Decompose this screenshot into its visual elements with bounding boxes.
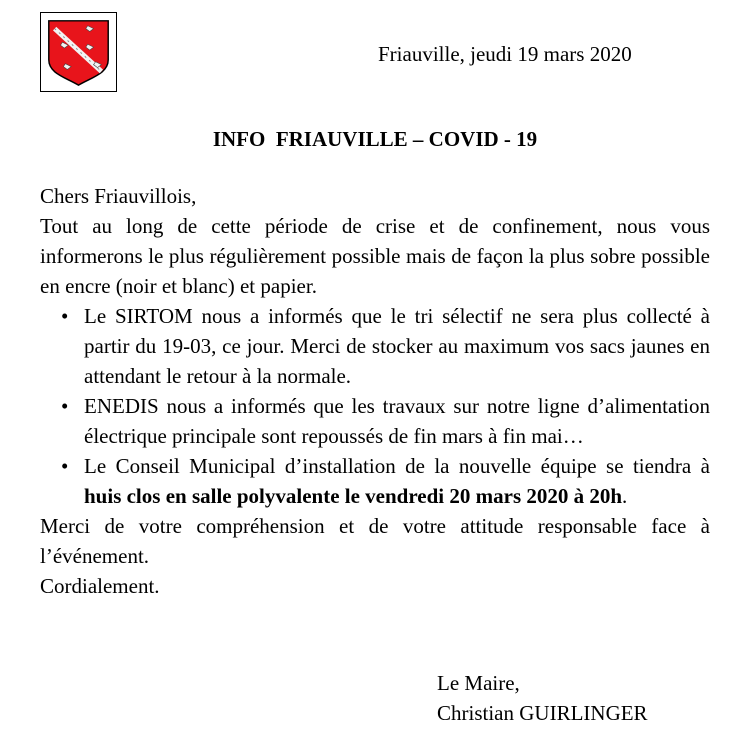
- page-title: INFO FRIAUVILLE – COVID - 19: [212, 127, 538, 151]
- dateline: Friauville, jeudi 19 mars 2020: [378, 42, 632, 66]
- greeting: Chers Friauvillois,: [40, 184, 197, 208]
- coat-of-arms-logo: [40, 12, 117, 92]
- bullet-item-sirtom: [40, 301, 710, 391]
- bullet-text: Le SIRTOM nous a informés que le tri sélectif ne sera plus collecté à partir du 19-03, ce jour. Merci de stocker au maximum vos sacs jaunes en attendant le retour à la normale.: [84, 304, 710, 388]
- bullet-text: Le Conseil Municipal d’installation de la nouvelle équipe se tiendra à: [84, 454, 710, 478]
- coat-of-arms-icon: [41, 13, 116, 91]
- bullet-icon: •: [61, 454, 69, 478]
- intro-paragraph: Tout au long de cette période de crise et de confinement, nous vous informerons le plus régulièrement possible mais de façon la plus sobre possible en encre (noir et blanc) et papier.: [40, 214, 710, 298]
- bullet-icon: •: [61, 394, 69, 418]
- bullet-item-conseil: [40, 451, 710, 511]
- bullet-icon: •: [61, 304, 69, 328]
- thanks-paragraph: Merci de votre compréhension et de votre attitude responsable face à l’événement.: [40, 514, 710, 568]
- bullet-text-bold: huis clos en salle polyvalente le vendredi 20 mars 2020 à 20h: [84, 484, 623, 508]
- signature-role: Le Maire,: [437, 671, 520, 695]
- bullet-text-end: .: [622, 484, 628, 508]
- signature-block: [437, 668, 648, 728]
- closing: Cordialement.: [40, 574, 160, 598]
- signature-name: Christian GUIRLINGER: [437, 701, 648, 725]
- bullet-item-enedis: [40, 391, 710, 451]
- letter-body: [40, 181, 710, 601]
- bullet-text: ENEDIS nous a informés que les travaux sur notre ligne d’alimentation électrique principale sont repoussés de fin mars à fin mai…: [84, 394, 710, 448]
